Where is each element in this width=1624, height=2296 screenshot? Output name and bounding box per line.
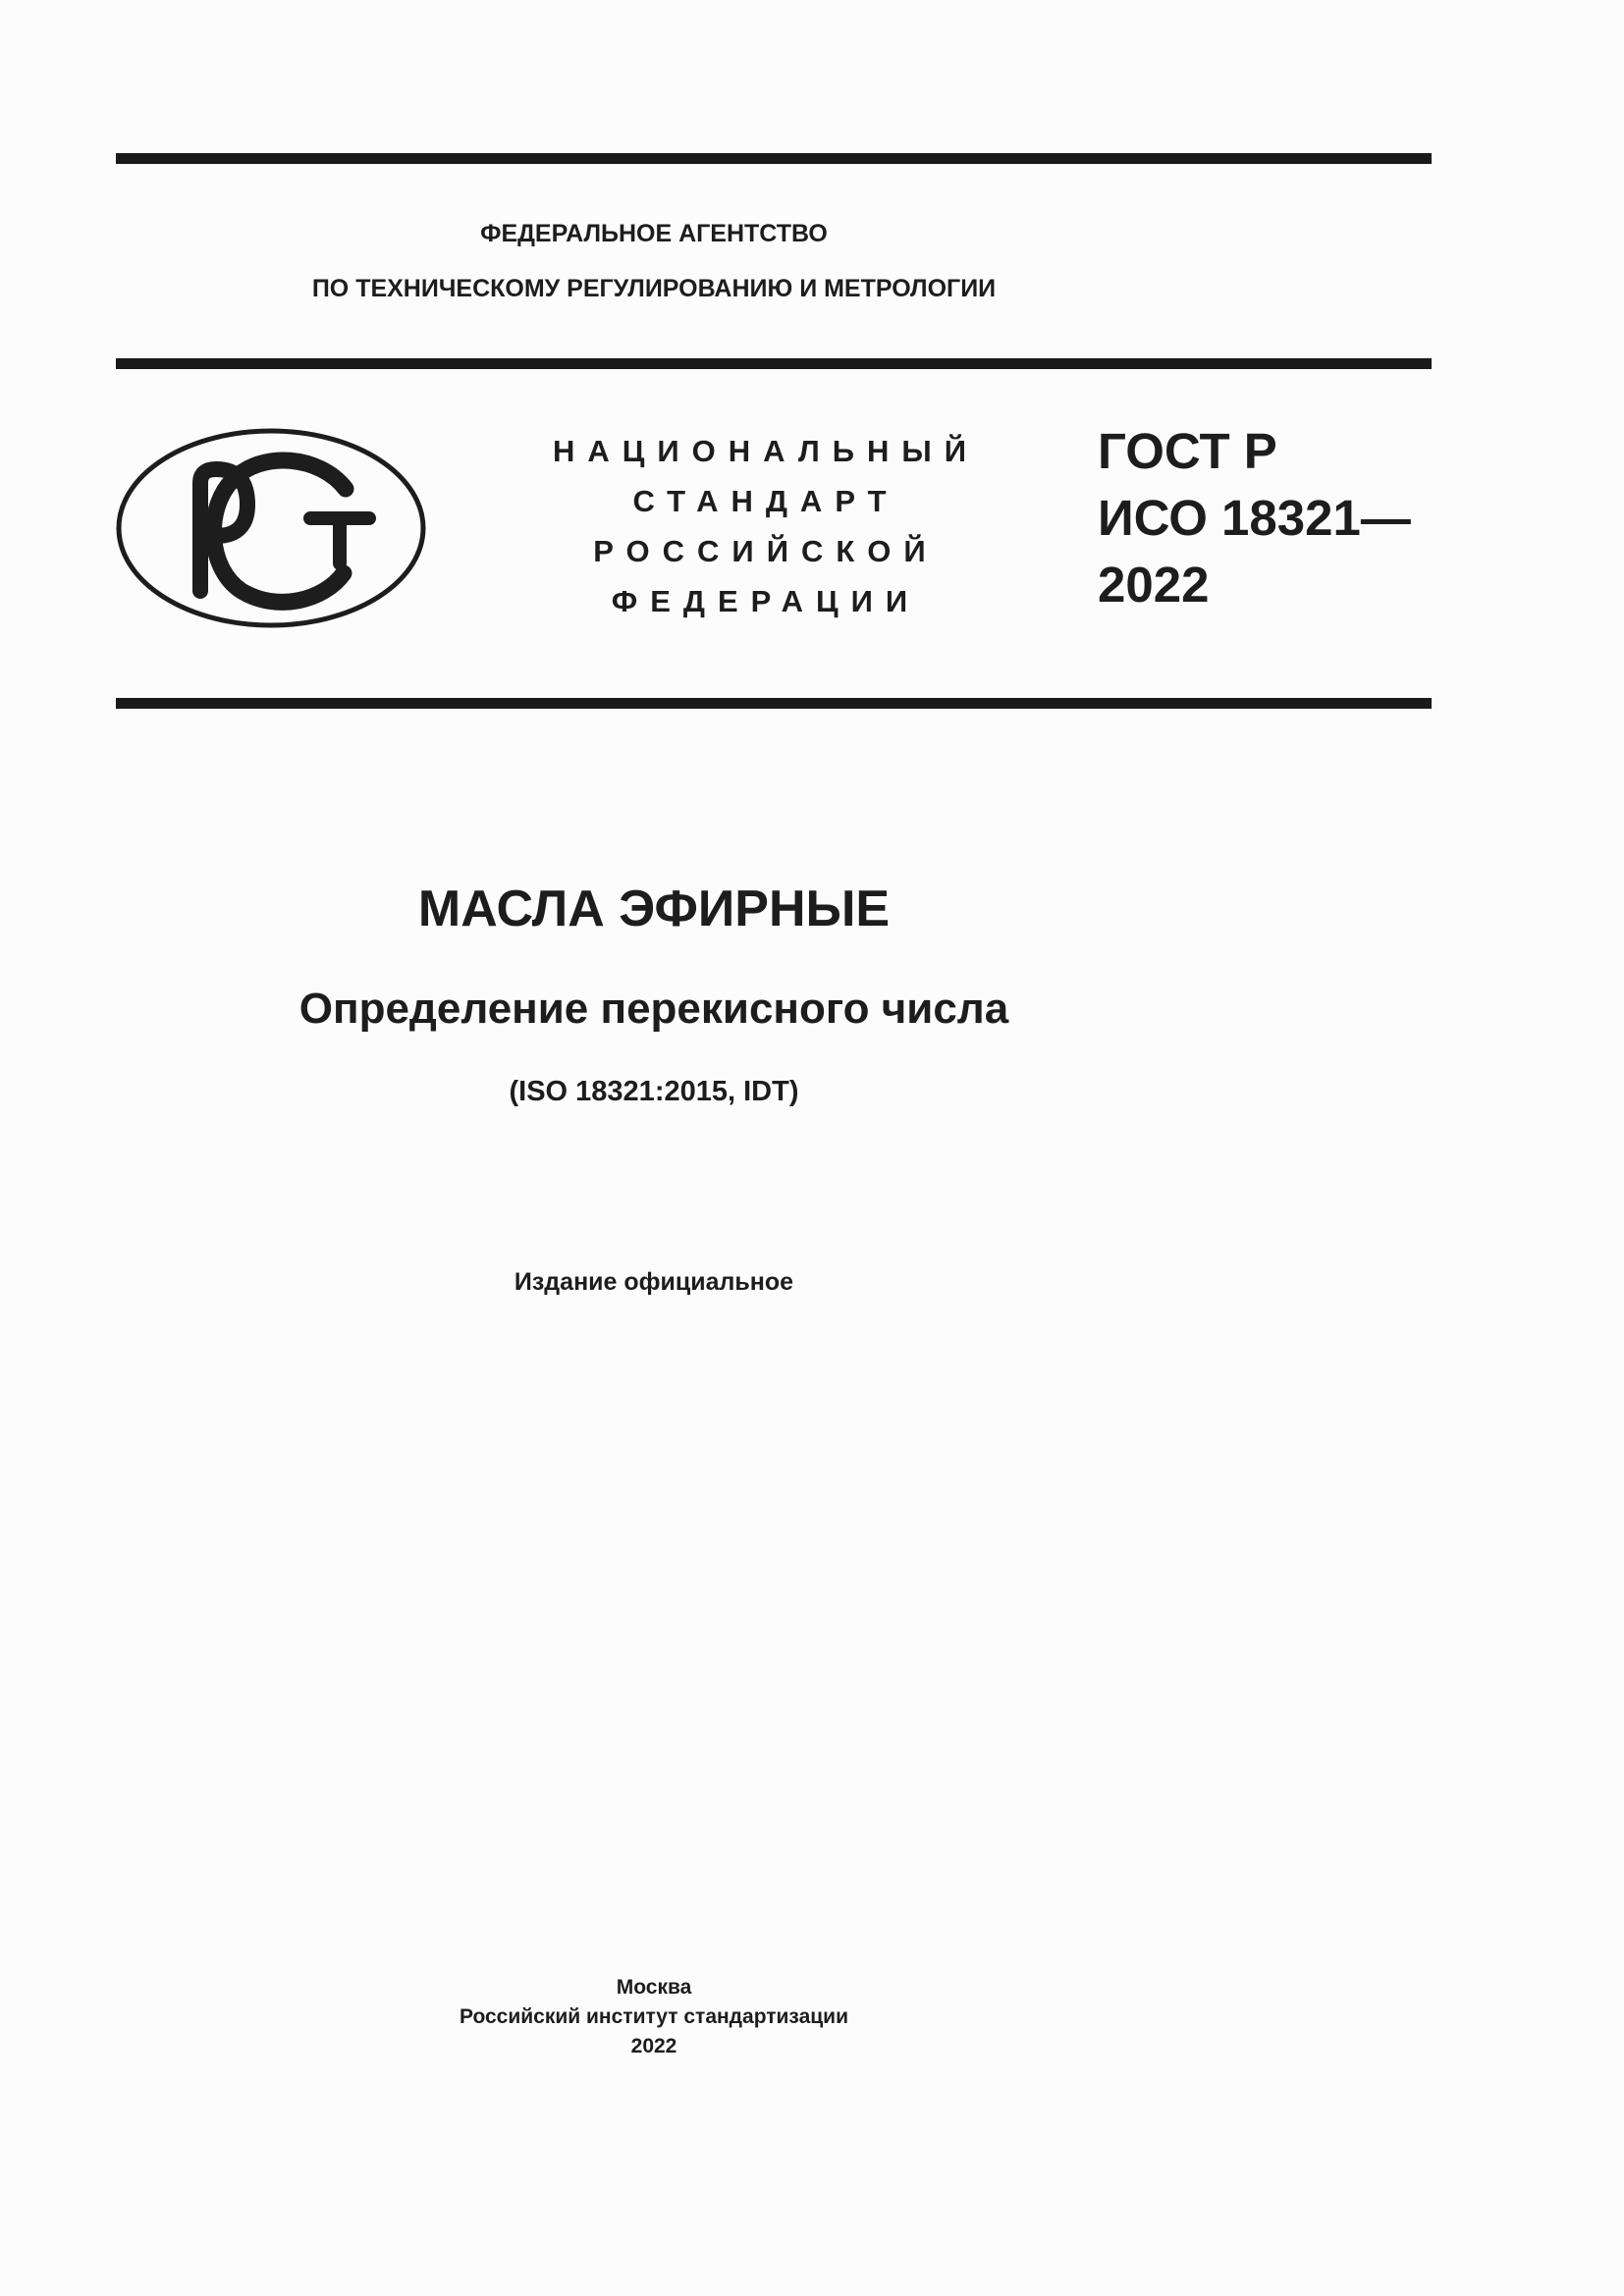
national-standard-line: ФЕДЕРАЦИИ	[611, 584, 921, 618]
standard-designation-line: ГОСТ Р	[1098, 423, 1277, 479]
national-standard-line: НАЦИОНАЛЬНЫЙ	[552, 434, 980, 468]
standard-designation-line: ИСО 18321—	[1098, 490, 1411, 546]
document-subtitle: Определение перекисного числа	[298, 985, 1009, 1033]
section-rule	[116, 698, 1432, 709]
publisher-organization: Российский институт стандартизации	[459, 2005, 849, 2028]
national-standard-line: СТАНДАРТ	[632, 484, 899, 518]
publication-year: 2022	[630, 2035, 677, 2057]
national-standard-line: РОССИЙСКОЙ	[593, 534, 939, 568]
rst-mark-icon	[114, 426, 428, 630]
document-title: МАСЛА ЭФИРНЫЕ	[417, 881, 891, 937]
top-rule	[116, 153, 1432, 164]
header-rule	[116, 358, 1432, 369]
edition-note: Издание официальное	[514, 1268, 794, 1296]
publisher-city: Москва	[616, 1976, 692, 1999]
agency-name-line-2: ПО ТЕХНИЧЕСКОМУ РЕГУЛИРОВАНИЮ И МЕТРОЛОГИИ	[311, 275, 997, 302]
iso-reference: (ISO 18321:2015, IDT)	[509, 1076, 799, 1107]
standard-designation-line: 2022	[1098, 557, 1210, 613]
agency-name-line-1: ФЕДЕРАЛЬНОЕ АГЕНТСТВО	[480, 220, 828, 247]
